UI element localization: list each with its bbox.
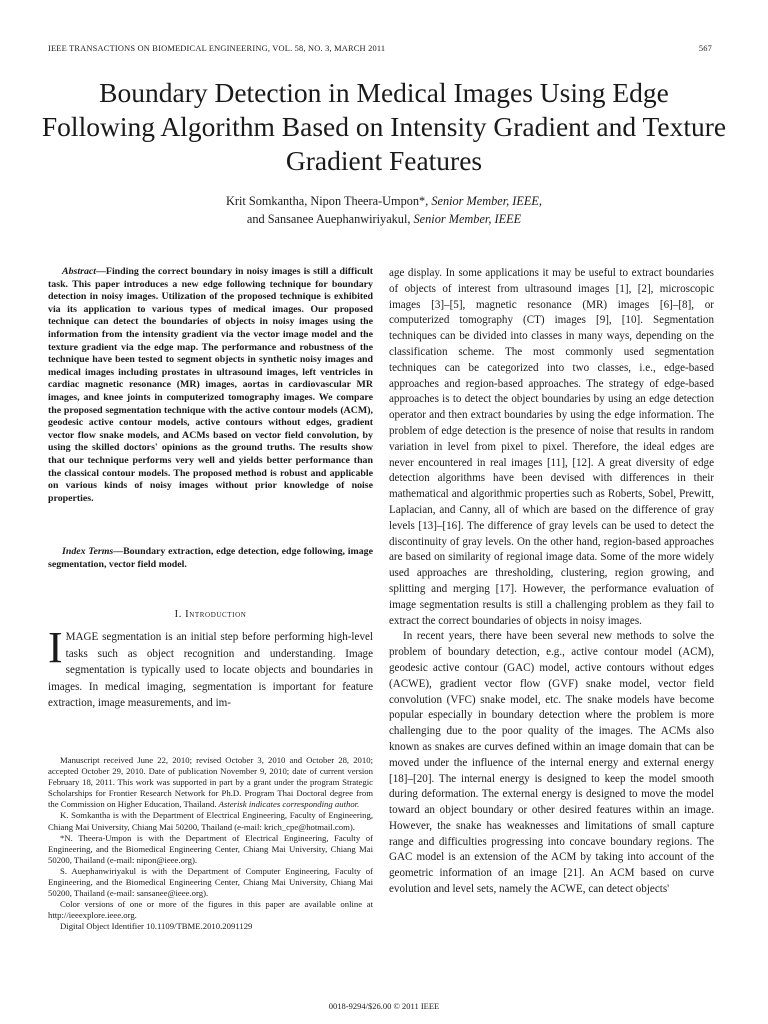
copyright-footer: 0018-9294/$26.00 © 2011 IEEE: [328, 1001, 440, 1011]
author-membership: Senior Member, IEEE: [413, 212, 522, 226]
footnote-doi: Digital Object Identifier 10.1109/TBME.2010.2091129: [60, 921, 253, 932]
index-terms: [48, 546, 373, 571]
section-title: Introduction: [185, 609, 247, 620]
asterisk-note: Asterisk indicates corresponding author.: [218, 799, 360, 810]
body-paragraph: In recent years, there have been several new methods to solve the problem of boundary detection, e.g., active contour model (ACM), geodesic active contour (GAC) model, active contours without edges (ACWE), gradient vector flow (GVF) snake model, vector field convolution (VFC) snake model, etc. The snake models have become popular especially in boundary detection where the problem is more challenging due to the poor quality of the images. The ACMs also known as snakes are curves defined within an image domain that can be moved under the influence of the internal energy and external energy [18]–[20]. The internal energy is designed to keep the model smooth during deformation. The external energy is designed to move the model toward an object boundary or other desired features within an image. However, the snake has weaknesses and limitations of small capture range and difficulties progressing into concave boundary regions. The GAC model is an extension of the ACM by taking into account of the geometric information of an image [21]. An ACM based on curve evolution and level sets, namely the ACWE, can detect objects': [389, 630, 714, 896]
right-column-body: [389, 266, 714, 898]
page-number: 567: [698, 44, 712, 53]
running-header: [48, 44, 712, 53]
author-membership: Senior Member, IEEE,: [431, 194, 543, 208]
author-line-1: Krit Somkantha, Nipon Theera-Umpon*, Senior Member, IEEE,: [225, 194, 543, 208]
intro-paragraph: [48, 623, 373, 712]
footnote-author-2: *N. Theera-Umpon is with the Department of Electrical Engineering, Faculty of Engineering, and the Biomedical Engineering Center, Chiang Mai University, Chiang Mai 50200, Thailand (e-mail: nipon@ieee.org).: [48, 832, 373, 865]
footnote-author-3: S. Auephanwiriyakul is with the Department of Computer Engineering, Faculty of Engineering, and the Biomedical Engineering Center, Chiang Mai University, Chiang Mai 50200, Thailand (e-mail: sansanee@ieee.org).: [48, 865, 373, 899]
index-terms-label: Index Terms: [62, 546, 114, 557]
section-heading: [48, 609, 373, 620]
abstract-label: Abstract: [62, 266, 97, 277]
intro-text: MAGE segmentation is an initial step before performing high-level tasks such as object recognition and understanding. Image segmentation is typically used to locate objects and boundaries in images. In medical imaging, segmentation is important for feature extraction, image measurements, and im-: [48, 631, 373, 710]
footnote-manuscript: Manuscript received June 22, 2010; revised October 3, 2010 and October 28, 2010; accepted October 29, 2010. Date of publication November 9, 2010; date of current version February 18, 2011. This work was supported in part by a grant under the program Strategic Scholarships for Frontier Research Network for Ph.D. Program Thai Doctoral degree from the Commission on Higher Education, Thailand. Asterisk indicates corresponding author.: [48, 755, 373, 810]
footnotes: [48, 755, 373, 933]
body-paragraph: age display. In some applications it may be useful to extract boundaries of objects of interest from ultrasound images [1], [2], microscopic images [3]–[5], magnetic resonance (MR) images [6]–[8], or computerized tomography (CT) images [9], [10]. Segmentation techniques can be divided into classes in many ways, depending on the classification scheme. The most commonly used segmentation techniques can be categorized into two classes, i.e., edge-based approaches and region-based approaches. The strategy of edge-based approaches is to detect the object boundaries by using an edge detection operator and then extract boundaries by using the edge information. The problem of edge detection is the presence of noise that results in random variation in level from pixel to pixel. Therefore, the ideal edges are never encountered in real images [11], [12]. A great diversity of edge detection algorithms have been devised with differences in their mathematical and algorithmic properties such as Roberts, Sobel, Prewitt, Laplacian, and Canny, all of which are based on the difference of gray levels [13]–[16]. The difference of gray levels can be used to detect the discontinuity of gray levels. On the other hand, region-based approaches are based on similarity of regional image data. Some of the more widely used approaches are thresholding, clustering, region growing, and splitting and merging [17]. However, the performance evaluation of image segmentation results is still a challenging problem as they fail to extract the correct boundaries of objects in noisy images.: [389, 267, 714, 627]
drop-cap: I: [48, 623, 63, 672]
author-line-2: and Sansanee Auephanwiriyakul, Senior Member, IEEE: [246, 212, 522, 226]
author-list: [40, 192, 728, 228]
abstract-text: —Finding the correct boundary in noisy images is still a difficult task. This paper introduces a new edge following technique for boundary detection in noisy images. Utilization of the proposed technique is exhibited via its application to various types of medical images. Our proposed technique can detect the boundaries of objects in noisy images using the information from the intensity gradient via the vector image model and the texture gradient via the edge map. The performance and robustness of the technique have been tested to segment objects in synthetic noisy images and medical images including prostates in ultrasound images, left ventricles in cardiac magnetic resonance (MR) images, aortas in cardiovascular MR images, and knee joints in computerized tomography images. We compare the proposed segmentation technique with the active contour models (ACM), geodesic active contour models, active contours without edges, gradient vector flow snake models, and ACMs based on vector field convolution, by using the skilled doctors' opinions as the ground truths. The results show that our technique performs very well and yields better performance than the classical contour models. The proposed method is robust and applicable on various kinds of noisy images without prior knowledge of noise properties.: [48, 266, 373, 504]
footnote-author-1: K. Somkantha is with the Department of Electrical Engineering, Faculty of Engineering, Chiang Mai University, Chiang Mai 50200, Thailand (e-mail: krich_cpe@hotmail.com).: [48, 810, 373, 832]
journal-name: IEEE TRANSACTIONS ON BIOMEDICAL ENGINEERING, VOL. 58, NO. 3, MARCH 2011: [48, 44, 386, 53]
section-number: I.: [174, 609, 186, 620]
abstract: [48, 266, 373, 505]
index-terms-text: —Boundary extraction, edge detection, edge following, image segmentation, vector field model.: [48, 546, 373, 570]
paper-title: Boundary Detection in Medical Images Using Edge Following Algorithm Based on Intensity Gradient and Texture Gradient Features: [41, 77, 727, 176]
footnote-color: Color versions of one or more of the figures in this paper are available online at http://ieeexplore.ieee.org.: [48, 899, 373, 921]
